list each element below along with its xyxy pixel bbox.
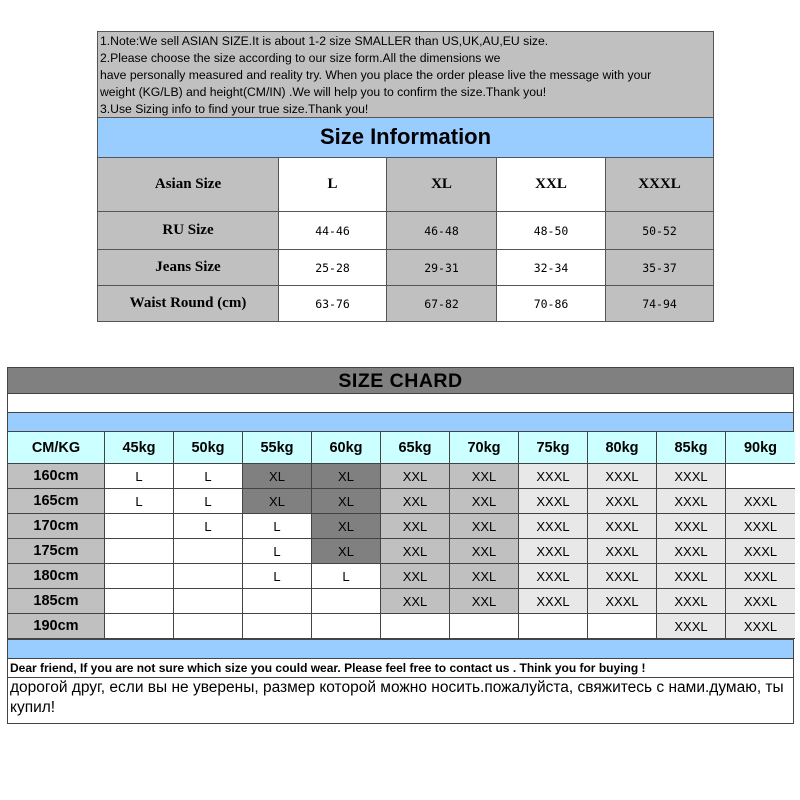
weight-header: 65kg — [381, 432, 450, 464]
size-cell — [105, 514, 174, 539]
size-cell: XXL — [450, 464, 519, 489]
size-cell: XXXL — [657, 514, 726, 539]
height-label: 165cm — [8, 489, 105, 514]
size-cell: XXXL — [657, 539, 726, 564]
size-cell — [381, 614, 450, 639]
size-cell: XXL — [381, 539, 450, 564]
size-note — [98, 32, 713, 118]
size-cell — [174, 564, 243, 589]
size-cell: XXXL — [726, 564, 795, 589]
size-cell: L — [174, 489, 243, 514]
footer-russian: дорогой друг, если вы не уверены, размер которой можно носить.пожалуйста, свяжитесь с нами.думаю, ты купил! — [10, 679, 784, 716]
size-cell: XXXL — [657, 589, 726, 614]
size-information-title: Size Information — [98, 118, 713, 158]
height-label: 160cm — [8, 464, 105, 489]
size-cell: L — [312, 564, 381, 589]
header-cell: XXXL — [605, 158, 713, 211]
size-cell — [105, 539, 174, 564]
size-cell — [243, 614, 312, 639]
row-label: RU Size — [98, 212, 278, 249]
weight-header: 90kg — [726, 432, 795, 464]
size-cell: L — [243, 564, 312, 589]
row-label: Waist Round (cm) — [98, 286, 278, 321]
size-cell: XL — [243, 489, 312, 514]
size-cell: XXL — [450, 589, 519, 614]
size-cell: XXL — [450, 539, 519, 564]
size-cell: XL — [312, 464, 381, 489]
weight-header: 70kg — [450, 432, 519, 464]
size-cell: XXXL — [519, 514, 588, 539]
size-cell: L — [105, 464, 174, 489]
size-cell — [726, 464, 795, 489]
size-cell: XXXL — [588, 539, 657, 564]
size-cell: XXXL — [519, 464, 588, 489]
size-cell: XXL — [381, 489, 450, 514]
height-label: 185cm — [8, 589, 105, 614]
size-cell: XXXL — [726, 614, 795, 639]
weight-header: 50kg — [174, 432, 243, 464]
size-cell: XXXL — [519, 489, 588, 514]
value-cell: 48-50 — [496, 212, 605, 249]
size-cell: L — [105, 489, 174, 514]
footer-english: Dear friend, If you are not sure which size you could wear. Please feel free to contact us . Think you for buying ! — [8, 659, 793, 678]
corner-cell: CM/KG — [8, 432, 105, 464]
size-cell — [243, 589, 312, 614]
size-cell — [174, 589, 243, 614]
size-cell — [312, 589, 381, 614]
size-cell: XXXL — [588, 464, 657, 489]
value-cell: 29-31 — [386, 250, 496, 285]
weight-header: 85kg — [657, 432, 726, 464]
size-cell: XXL — [450, 514, 519, 539]
size-cell: XXL — [381, 464, 450, 489]
value-cell: 67-82 — [386, 286, 496, 321]
header-cell: XL — [386, 158, 496, 211]
header-cell: Asian Size — [98, 158, 278, 211]
value-cell: 32-34 — [496, 250, 605, 285]
size-cell — [105, 589, 174, 614]
size-cell: XXXL — [519, 589, 588, 614]
blank-row — [8, 394, 793, 413]
size-row-ru — [98, 212, 713, 250]
size-cell: L — [174, 464, 243, 489]
weight-header: 80kg — [588, 432, 657, 464]
size-cell — [450, 614, 519, 639]
row-label: Jeans Size — [98, 250, 278, 285]
size-information-table — [97, 31, 714, 322]
size-cell: XXXL — [588, 489, 657, 514]
height-label: 175cm — [8, 539, 105, 564]
weight-header: 60kg — [312, 432, 381, 464]
note-line: 3.Use Sizing info to find your true size.Thank you! — [100, 102, 369, 116]
size-cell: XXL — [381, 589, 450, 614]
size-cell — [105, 564, 174, 589]
size-row-jeans — [98, 250, 713, 286]
size-cell: XXXL — [588, 514, 657, 539]
size-cell: XXL — [450, 564, 519, 589]
size-cell: XL — [312, 514, 381, 539]
height-label: 180cm — [8, 564, 105, 589]
size-cell: XL — [312, 489, 381, 514]
size-cell: XXL — [450, 489, 519, 514]
note-line: 1.Note:We sell ASIAN SIZE.It is about 1-2 size SMALLER than US,UK,AU,EU size. — [100, 34, 549, 48]
size-cell: L — [174, 514, 243, 539]
blue-separator — [8, 413, 793, 432]
note-line: have personally measured and reality try. When you place the order please live the message with your — [100, 68, 652, 82]
value-cell: 50-52 — [605, 212, 713, 249]
height-label: 170cm — [8, 514, 105, 539]
blue-separator — [8, 639, 793, 659]
size-cell — [588, 614, 657, 639]
size-cell — [312, 614, 381, 639]
weight-header: 55kg — [243, 432, 312, 464]
size-cell — [105, 614, 174, 639]
value-cell: 70-86 — [496, 286, 605, 321]
header-cell: XXL — [496, 158, 605, 211]
size-chard-table — [7, 367, 794, 724]
size-cell: XXXL — [726, 489, 795, 514]
size-cell: XXXL — [588, 589, 657, 614]
value-cell: 44-46 — [278, 212, 386, 249]
size-chard-title: SIZE CHARD — [8, 368, 793, 394]
value-cell: 35-37 — [605, 250, 713, 285]
size-cell: XXXL — [519, 564, 588, 589]
header-cell: L — [278, 158, 386, 211]
size-cell: L — [243, 514, 312, 539]
size-cell: XXXL — [726, 589, 795, 614]
weight-header: 75kg — [519, 432, 588, 464]
size-cell: XXL — [381, 514, 450, 539]
size-cell: XXXL — [657, 614, 726, 639]
size-chard-grid — [8, 432, 793, 639]
weight-header: 45kg — [105, 432, 174, 464]
size-cell — [174, 614, 243, 639]
size-cell — [174, 539, 243, 564]
size-cell: L — [243, 539, 312, 564]
size-cell: XXXL — [519, 539, 588, 564]
size-header-row — [98, 158, 713, 212]
value-cell: 25-28 — [278, 250, 386, 285]
size-cell: XXL — [381, 564, 450, 589]
size-cell: XL — [312, 539, 381, 564]
size-cell: XL — [243, 464, 312, 489]
size-cell: XXXL — [726, 539, 795, 564]
height-label: 190cm — [8, 614, 105, 639]
size-cell: XXXL — [588, 564, 657, 589]
size-cell: XXXL — [657, 564, 726, 589]
note-line: weight (KG/LB) and height(CM/IN) .We will help you to confirm the size.Thank you! — [100, 85, 547, 99]
value-cell: 46-48 — [386, 212, 496, 249]
size-cell: XXXL — [657, 489, 726, 514]
note-line: 2.Please choose the size according to our size form.All the dimensions we — [100, 51, 501, 65]
size-cell: XXXL — [657, 464, 726, 489]
size-cell — [519, 614, 588, 639]
size-cell: XXXL — [726, 514, 795, 539]
value-cell: 74-94 — [605, 286, 713, 321]
size-row-waist — [98, 286, 713, 321]
value-cell: 63-76 — [278, 286, 386, 321]
